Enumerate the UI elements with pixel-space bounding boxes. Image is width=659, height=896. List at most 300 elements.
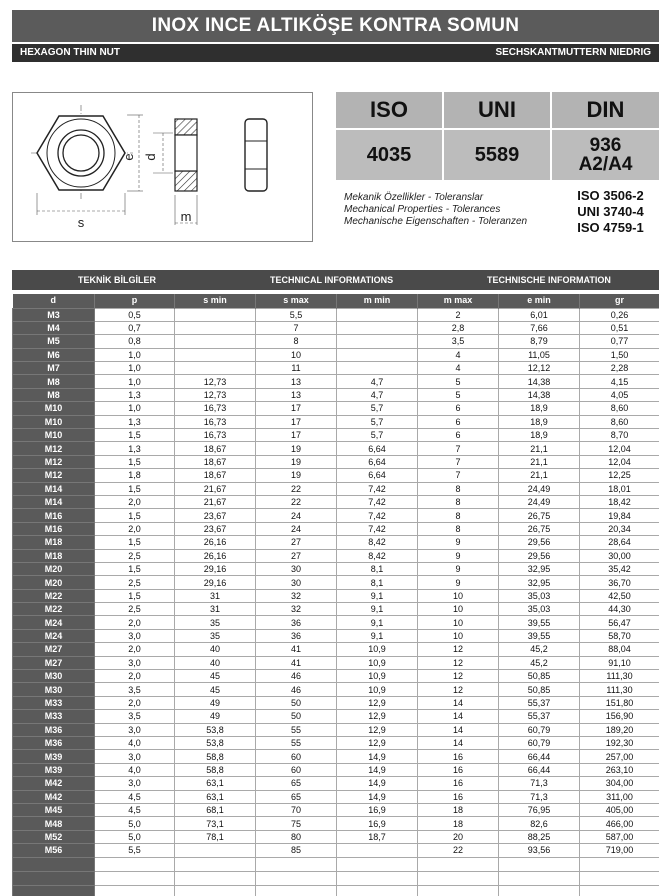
table-cell: 24,49 xyxy=(499,495,580,508)
table-cell: 12 xyxy=(418,683,499,696)
table-cell: 46 xyxy=(256,683,337,696)
table-cell: 12,25 xyxy=(580,469,659,482)
table-cell: 56,47 xyxy=(580,616,659,629)
table-cell: 6,64 xyxy=(337,469,418,482)
table-cell: 88,04 xyxy=(580,643,659,656)
table-cell: 3,0 xyxy=(95,656,175,669)
table-cell: 0,7 xyxy=(95,321,175,334)
table-body xyxy=(13,308,659,896)
table-cell: 93,56 xyxy=(499,844,580,857)
table-cell: 35,42 xyxy=(580,562,659,575)
table-row xyxy=(13,442,659,455)
table-cell: 9,1 xyxy=(337,589,418,602)
table-row xyxy=(13,455,659,468)
size-cell: M18 xyxy=(13,536,95,549)
table-cell: 405,00 xyxy=(580,803,659,816)
table-cell: 12,9 xyxy=(337,723,418,736)
table-cell: 19 xyxy=(256,455,337,468)
table-cell xyxy=(175,308,256,321)
table-cell: 5,7 xyxy=(337,429,418,442)
table-cell: 36,70 xyxy=(580,576,659,589)
table-cell: 2,0 xyxy=(95,616,175,629)
subtitle-english: HEXAGON THIN NUT xyxy=(20,47,120,58)
table-cell: 78,1 xyxy=(175,830,256,843)
dimension-s-label: s xyxy=(77,215,85,230)
table-cell: 13 xyxy=(256,375,337,388)
table-cell: 55 xyxy=(256,737,337,750)
size-cell: M24 xyxy=(13,616,95,629)
table-cell: 1,5 xyxy=(95,429,175,442)
table-row xyxy=(13,562,659,575)
table-cell: 0,8 xyxy=(95,335,175,348)
table-cell: 12,73 xyxy=(175,388,256,401)
table-cell: 2,0 xyxy=(95,670,175,683)
table-cell: 8 xyxy=(418,482,499,495)
table-cell: 18,9 xyxy=(499,429,580,442)
size-cell: M48 xyxy=(13,817,95,830)
table-cell: 58,8 xyxy=(175,750,256,763)
iso-ref-1: ISO 3506-2 xyxy=(577,188,644,203)
table-cell: 44,30 xyxy=(580,603,659,616)
table-cell: 7,42 xyxy=(337,509,418,522)
table-cell: 45,2 xyxy=(499,656,580,669)
table-cell: 311,00 xyxy=(580,790,659,803)
size-cell: M39 xyxy=(13,750,95,763)
table-cell: 7 xyxy=(418,442,499,455)
empty-cell xyxy=(256,885,337,896)
size-cell: M30 xyxy=(13,683,95,696)
properties-box xyxy=(336,184,659,240)
table-cell: 76,95 xyxy=(499,803,580,816)
table-cell: 41 xyxy=(256,643,337,656)
table-cell: 2,0 xyxy=(95,643,175,656)
table-cell: 8,42 xyxy=(337,536,418,549)
size-cell: M5 xyxy=(13,335,95,348)
table-cell: 12 xyxy=(418,643,499,656)
table-cell: 5 xyxy=(418,375,499,388)
table-cell: 71,3 xyxy=(499,777,580,790)
table-cell: 31 xyxy=(175,589,256,602)
table-cell: 73,1 xyxy=(175,817,256,830)
table-cell: 14,38 xyxy=(499,375,580,388)
table-cell: 65 xyxy=(256,777,337,790)
empty-cell xyxy=(256,857,337,871)
uni-value: 5589 xyxy=(444,130,550,180)
din-value-line1: 936 xyxy=(589,135,622,156)
table-cell: 7,42 xyxy=(337,482,418,495)
table-row xyxy=(13,495,659,508)
empty-cell xyxy=(175,871,256,885)
table-cell: 1,50 xyxy=(580,348,659,361)
table-cell: 10,9 xyxy=(337,643,418,656)
properties-text xyxy=(344,192,527,228)
table-cell: 24 xyxy=(256,509,337,522)
table-cell: 3,5 xyxy=(418,335,499,348)
table-cell: 9 xyxy=(418,549,499,562)
table-cell: 46 xyxy=(256,670,337,683)
table-cell: 35,03 xyxy=(499,589,580,602)
table-cell: 31 xyxy=(175,603,256,616)
table-cell: 1,5 xyxy=(95,562,175,575)
table-cell: 16 xyxy=(418,777,499,790)
table-cell: 12,9 xyxy=(337,710,418,723)
table-cell: 58,70 xyxy=(580,629,659,642)
table-cell xyxy=(175,335,256,348)
empty-cell xyxy=(13,857,95,871)
table-cell: 8,1 xyxy=(337,562,418,575)
table-cell xyxy=(175,321,256,334)
empty-cell xyxy=(337,885,418,896)
empty-cell xyxy=(95,857,175,871)
table-row xyxy=(13,348,659,361)
table-cell: 32,95 xyxy=(499,562,580,575)
table-cell: 2,0 xyxy=(95,495,175,508)
table-cell: 16 xyxy=(418,790,499,803)
size-cell: M22 xyxy=(13,603,95,616)
table-cell: 14,9 xyxy=(337,750,418,763)
table-cell: 17 xyxy=(256,415,337,428)
table-cell: 39,55 xyxy=(499,616,580,629)
size-cell: M10 xyxy=(13,429,95,442)
size-cell: M16 xyxy=(13,522,95,535)
empty-cell xyxy=(580,857,659,871)
table-cell: 8,60 xyxy=(580,415,659,428)
table-cell: 3,5 xyxy=(95,683,175,696)
table-cell: 40 xyxy=(175,656,256,669)
size-cell: M42 xyxy=(13,777,95,790)
hex-nut-drawing xyxy=(13,93,312,241)
table-cell: 9 xyxy=(418,536,499,549)
table-cell: 27 xyxy=(256,549,337,562)
table-cell: 21,67 xyxy=(175,482,256,495)
table-cell: 55,37 xyxy=(499,696,580,709)
table-cell: 3,0 xyxy=(95,750,175,763)
table-cell: 71,3 xyxy=(499,790,580,803)
iso-ref-2: UNI 3740-4 xyxy=(577,204,644,219)
table-cell: 53,8 xyxy=(175,737,256,750)
table-cell: 14 xyxy=(418,710,499,723)
table-cell: 29,56 xyxy=(499,549,580,562)
table-cell: 49 xyxy=(175,710,256,723)
table-cell: 5,5 xyxy=(95,844,175,857)
iso-value: 4035 xyxy=(336,130,442,180)
size-cell: M12 xyxy=(13,455,95,468)
table-cell: 156,90 xyxy=(580,710,659,723)
info-label-tr: TEKNİK BİLGİLER xyxy=(78,275,156,285)
table-cell: 9,1 xyxy=(337,603,418,616)
table-cell: 2,28 xyxy=(580,362,659,375)
table-cell: 1,0 xyxy=(95,375,175,388)
table-cell: 13 xyxy=(256,388,337,401)
table-cell: 42,50 xyxy=(580,589,659,602)
table-cell: 18,7 xyxy=(337,830,418,843)
table-cell: 18,42 xyxy=(580,495,659,508)
size-cell: M6 xyxy=(13,348,95,361)
table-cell: 1,3 xyxy=(95,415,175,428)
table-cell: 263,10 xyxy=(580,763,659,776)
table-cell: 16,9 xyxy=(337,817,418,830)
table-cell: 16 xyxy=(418,750,499,763)
table-cell: 45,2 xyxy=(499,643,580,656)
empty-cell xyxy=(175,857,256,871)
table-cell: 7,42 xyxy=(337,495,418,508)
table-cell xyxy=(175,844,256,857)
table-cell: 50,85 xyxy=(499,683,580,696)
table-cell: 65 xyxy=(256,790,337,803)
table-cell: 29,16 xyxy=(175,562,256,575)
table-cell: 4,0 xyxy=(95,763,175,776)
table-cell: 2,5 xyxy=(95,603,175,616)
table-cell: 10 xyxy=(418,629,499,642)
empty-cell xyxy=(418,885,499,896)
size-cell: M22 xyxy=(13,589,95,602)
table-row xyxy=(13,335,659,348)
table-cell: 12,9 xyxy=(337,737,418,750)
table-row xyxy=(13,629,659,642)
table-cell: 8 xyxy=(418,495,499,508)
table-cell: 8 xyxy=(418,522,499,535)
table-cell: 45 xyxy=(175,683,256,696)
din-label: DIN xyxy=(552,92,659,128)
table-cell: 35 xyxy=(175,616,256,629)
table-cell: 18 xyxy=(418,803,499,816)
table-cell: 587,00 xyxy=(580,830,659,843)
table-row xyxy=(13,817,659,830)
table-cell: 4,05 xyxy=(580,388,659,401)
table-row xyxy=(13,375,659,388)
table-cell: 0,77 xyxy=(580,335,659,348)
specs-table xyxy=(12,294,659,896)
page-title: INOX INCE ALTIKÖŞE KONTRA SOMUN xyxy=(12,10,659,42)
empty-cell xyxy=(499,885,580,896)
table-row xyxy=(13,429,659,442)
table-cell: 7 xyxy=(256,321,337,334)
technical-drawing xyxy=(12,92,313,242)
table-cell: 4 xyxy=(418,362,499,375)
table-row xyxy=(13,362,659,375)
table-cell: 10 xyxy=(418,616,499,629)
table-row xyxy=(13,763,659,776)
table-row xyxy=(13,402,659,415)
iso-references xyxy=(562,188,659,236)
table-cell: 6,64 xyxy=(337,455,418,468)
section-view xyxy=(143,119,197,225)
table-cell: 36 xyxy=(256,629,337,642)
table-cell: 1,3 xyxy=(95,388,175,401)
table-cell: 50 xyxy=(256,696,337,709)
table-cell: 16,73 xyxy=(175,402,256,415)
table-cell: 0,26 xyxy=(580,308,659,321)
table-cell: 20,34 xyxy=(580,522,659,535)
table-cell: 4,7 xyxy=(337,375,418,388)
table-cell: 17 xyxy=(256,429,337,442)
table-cell: 2,0 xyxy=(95,522,175,535)
table-cell: 111,30 xyxy=(580,670,659,683)
size-cell: M36 xyxy=(13,737,95,750)
table-cell: 50 xyxy=(256,710,337,723)
table-row xyxy=(13,643,659,656)
empty-row xyxy=(13,857,659,871)
column-header: m max xyxy=(418,294,499,308)
table-row xyxy=(13,536,659,549)
table-cell: 1,5 xyxy=(95,455,175,468)
table-cell: 4,0 xyxy=(95,737,175,750)
table-cell: 68,1 xyxy=(175,803,256,816)
table-cell: 14,38 xyxy=(499,388,580,401)
table-cell: 7,42 xyxy=(337,522,418,535)
size-cell: M42 xyxy=(13,790,95,803)
table-cell: 60 xyxy=(256,763,337,776)
table-cell: 32 xyxy=(256,589,337,602)
table-row xyxy=(13,683,659,696)
table-cell xyxy=(337,844,418,857)
table-cell: 21,67 xyxy=(175,495,256,508)
table-cell: 151,80 xyxy=(580,696,659,709)
table-cell: 10,9 xyxy=(337,656,418,669)
size-cell: M18 xyxy=(13,549,95,562)
table-cell: 49 xyxy=(175,696,256,709)
table-cell: 70 xyxy=(256,803,337,816)
table-cell: 60,79 xyxy=(499,723,580,736)
din-value-line2: A2/A4 xyxy=(578,154,633,175)
table-cell: 53,8 xyxy=(175,723,256,736)
table-cell: 10,9 xyxy=(337,670,418,683)
table-cell: 24 xyxy=(256,522,337,535)
table-row xyxy=(13,696,659,709)
empty-row xyxy=(13,885,659,896)
properties-tr: Mekanik Özellikler - Toleranslar xyxy=(344,192,484,203)
table-cell: 14 xyxy=(418,696,499,709)
table-cell: 75 xyxy=(256,817,337,830)
table-cell: 4,5 xyxy=(95,803,175,816)
table-cell: 2 xyxy=(418,308,499,321)
table-cell: 80 xyxy=(256,830,337,843)
subtitle-bar xyxy=(12,44,659,62)
table-cell: 35,03 xyxy=(499,603,580,616)
table-row xyxy=(13,469,659,482)
properties-de: Mechanische Eigenschaften - Toleranzen xyxy=(344,216,528,227)
table-cell: 5,7 xyxy=(337,402,418,415)
table-cell: 5,7 xyxy=(337,415,418,428)
table-cell: 19 xyxy=(256,442,337,455)
table-cell xyxy=(175,348,256,361)
table-cell: 2,8 xyxy=(418,321,499,334)
table-cell: 4 xyxy=(418,348,499,361)
table-row xyxy=(13,509,659,522)
table-cell: 12,04 xyxy=(580,442,659,455)
table-row xyxy=(13,710,659,723)
table-cell xyxy=(337,321,418,334)
table-cell: 1,0 xyxy=(95,348,175,361)
table-cell: 8 xyxy=(256,335,337,348)
table-cell: 91,10 xyxy=(580,656,659,669)
table-cell: 27 xyxy=(256,536,337,549)
table-cell: 18 xyxy=(418,817,499,830)
empty-cell xyxy=(13,885,95,896)
table-cell: 12 xyxy=(418,670,499,683)
table-row xyxy=(13,482,659,495)
table-cell: 466,00 xyxy=(580,817,659,830)
table-cell: 29,56 xyxy=(499,536,580,549)
table-cell xyxy=(337,335,418,348)
size-cell: M36 xyxy=(13,723,95,736)
size-cell: M16 xyxy=(13,509,95,522)
table-cell: 8,70 xyxy=(580,429,659,442)
size-cell: M8 xyxy=(13,388,95,401)
table-cell: 23,67 xyxy=(175,522,256,535)
column-header: m min xyxy=(337,294,418,308)
table-cell xyxy=(175,362,256,375)
table-cell: 63,1 xyxy=(175,790,256,803)
table-cell: 18,67 xyxy=(175,442,256,455)
table-cell xyxy=(337,308,418,321)
table-row xyxy=(13,790,659,803)
table-cell: 11 xyxy=(256,362,337,375)
table-cell: 304,00 xyxy=(580,777,659,790)
table-cell: 2,5 xyxy=(95,549,175,562)
table-row xyxy=(13,522,659,535)
table-row xyxy=(13,656,659,669)
table-cell: 19,84 xyxy=(580,509,659,522)
dimension-d-label: d xyxy=(143,153,158,161)
table-cell: 26,16 xyxy=(175,549,256,562)
table-cell: 1,3 xyxy=(95,442,175,455)
din-value xyxy=(552,130,659,180)
table-cell: 3,0 xyxy=(95,723,175,736)
table-cell: 16 xyxy=(418,763,499,776)
table-cell: 2,5 xyxy=(95,576,175,589)
size-cell: M30 xyxy=(13,670,95,683)
column-header: s min xyxy=(175,294,256,308)
table-cell: 85 xyxy=(256,844,337,857)
size-cell: M33 xyxy=(13,710,95,723)
size-cell: M14 xyxy=(13,495,95,508)
column-header: e min xyxy=(499,294,580,308)
table-cell xyxy=(337,362,418,375)
table-cell: 30 xyxy=(256,576,337,589)
table-cell: 7 xyxy=(418,455,499,468)
table-cell: 8 xyxy=(418,509,499,522)
table-row xyxy=(13,777,659,790)
table-row xyxy=(13,549,659,562)
table-cell: 16,73 xyxy=(175,429,256,442)
table-cell: 41 xyxy=(256,656,337,669)
table-cell: 35 xyxy=(175,629,256,642)
table-cell: 111,30 xyxy=(580,683,659,696)
table-cell: 4,5 xyxy=(95,790,175,803)
table-cell: 58,8 xyxy=(175,763,256,776)
table-cell: 18,9 xyxy=(499,415,580,428)
table-cell: 7,66 xyxy=(499,321,580,334)
table-cell: 1,0 xyxy=(95,362,175,375)
table-cell: 6,64 xyxy=(337,442,418,455)
table-cell: 29,16 xyxy=(175,576,256,589)
empty-cell xyxy=(175,885,256,896)
empty-cell xyxy=(418,871,499,885)
empty-cell xyxy=(337,871,418,885)
size-cell: M39 xyxy=(13,763,95,776)
table-cell: 0,51 xyxy=(580,321,659,334)
size-cell: M33 xyxy=(13,696,95,709)
info-label-en: TECHNICAL INFORMATIONS xyxy=(270,275,394,285)
table-cell: 36 xyxy=(256,616,337,629)
table-cell: 20 xyxy=(418,830,499,843)
table-cell: 19 xyxy=(256,469,337,482)
size-cell: M8 xyxy=(13,375,95,388)
size-cell: M7 xyxy=(13,362,95,375)
column-header: s max xyxy=(256,294,337,308)
table-cell: 9 xyxy=(418,562,499,575)
